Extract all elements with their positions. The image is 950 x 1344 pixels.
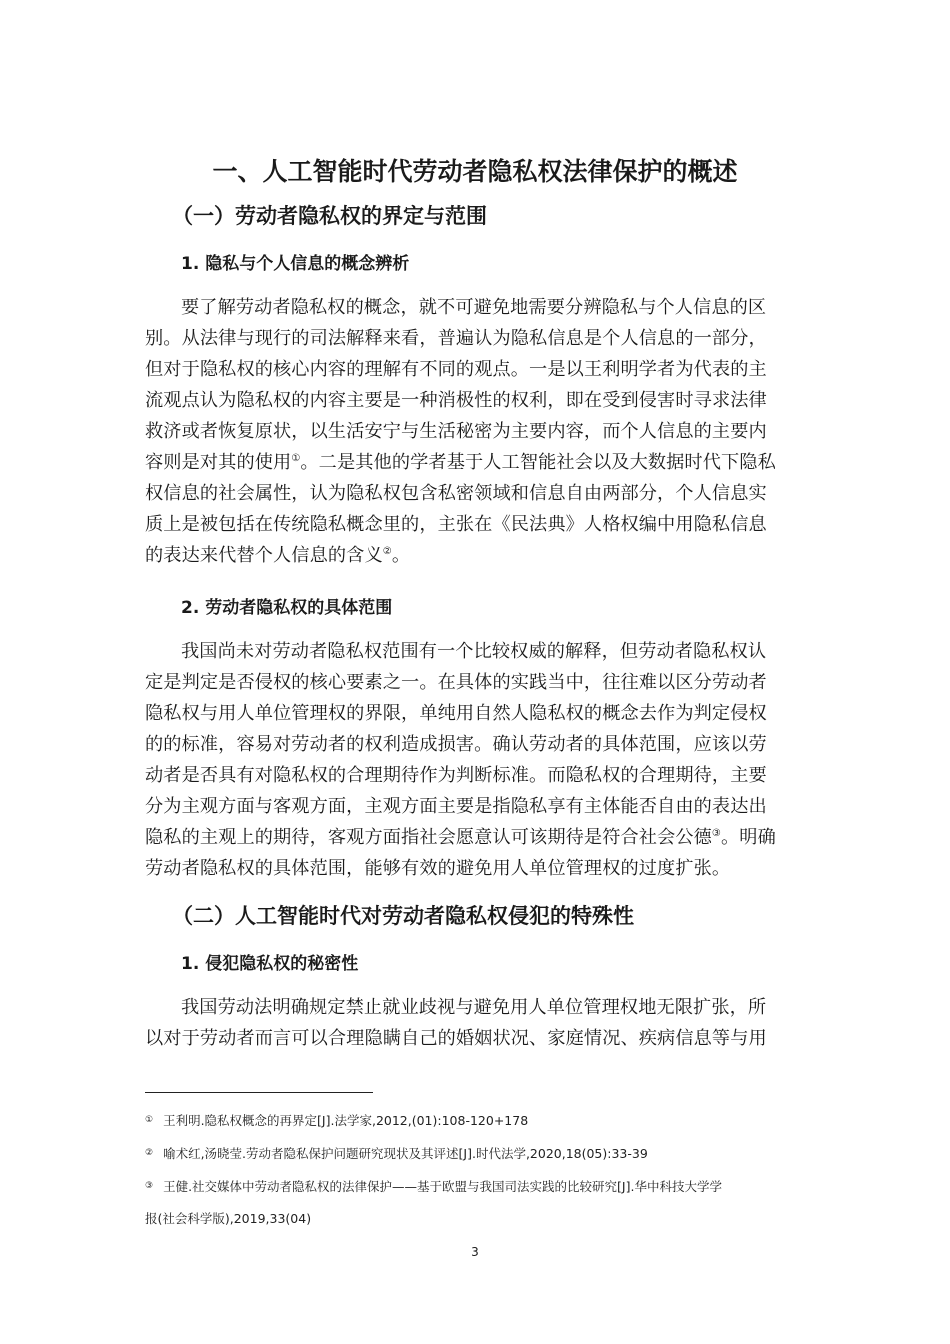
chapter-heading: 一、人工智能时代劳动者隐私权法律保护的概述 xyxy=(212,157,738,186)
section-heading-2: （二）人工智能时代对劳动者隐私权侵犯的特殊性 xyxy=(172,904,634,928)
footnote-mark: ② xyxy=(145,1148,154,1158)
paragraph-line: 以对于劳动者而言可以合理隐瞒自己的婚姻状况、家庭情况、疾病信息等与用 xyxy=(145,1028,767,1049)
paragraph-line: 质上是被包括在传统隐私概念里的，主张在《民法典》人格权编中用隐私信息 xyxy=(145,514,767,535)
paragraph-line: 别。从法律与现行的司法解释来看，普遍认为隐私信息是个人信息的一部分， xyxy=(145,328,767,349)
footnote-2: ② 喻术红,汤晓莹.劳动者隐私保护问题研究现状及其评述[J].时代法学,2020,18(05):33-39 xyxy=(145,1146,648,1161)
subsection-heading-1-2: 2. 劳动者隐私权的具体范围 xyxy=(181,598,393,618)
footnote-3-continued: 报(社会科学版),2019,33(04) xyxy=(145,1211,312,1226)
paragraph-line: 容则是对其的使用①。二是其他的学者基于人工智能社会以及大数据时代下隐私 xyxy=(145,452,776,473)
paragraph-line: 我国尚未对劳动者隐私权范围有一个比较权威的解释，但劳动者隐私权认 xyxy=(181,641,767,662)
footnote-ref-3[interactable]: ③ xyxy=(711,828,721,839)
paragraph-line: 的表达来代替个人信息的含义②。 xyxy=(145,545,411,566)
subsection-heading-1-1: 1. 隐私与个人信息的概念辨析 xyxy=(181,254,410,274)
subsection-heading-2-1: 1. 侵犯隐私权的秘密性 xyxy=(181,954,359,974)
paragraph-line: 要了解劳动者隐私权的概念，就不可避免地需要分辨隐私与个人信息的区 xyxy=(181,297,767,318)
section-heading-1: （一）劳动者隐私权的界定与范围 xyxy=(172,204,487,228)
footnote-mark: ① xyxy=(145,1115,154,1125)
paragraph-line: 救济或者恢复原状，以生活安宁与生活秘密为主要内容，而个人信息的主要内 xyxy=(145,421,767,442)
paragraph-line: 的的标准，容易对劳动者的权利造成损害。确认劳动者的具体范围，应该以劳 xyxy=(145,734,767,755)
paragraph-line: 隐私权与用人单位管理权的界限，单纯用自然人隐私权的概念去作为判定侵权 xyxy=(145,703,767,724)
footnote-mark: ③ xyxy=(145,1181,154,1191)
footnote-3: ③ 王健.社交媒体中劳动者隐私权的法律保护——基于欧盟与我国司法实践的比较研究[J].华中科技大学学 xyxy=(145,1179,722,1194)
paragraph-line: 隐私的主观上的期待，客观方面指社会愿意认可该期待是符合社会公德③。明确 xyxy=(145,827,776,848)
paragraph-line: 权信息的社会属性，认为隐私权包含私密领域和信息自由两部分，个人信息实 xyxy=(145,483,767,504)
paragraph-line: 分为主观方面与客观方面，主观方面主要是指隐私享有主体能否自由的表达出 xyxy=(145,796,767,817)
paragraph-line: 劳动者隐私权的具体范围，能够有效的避免用人单位管理权的过度扩张。 xyxy=(145,858,731,879)
paragraph-line: 动者是否具有对隐私权的合理期待作为判断标准。而隐私权的合理期待，主要 xyxy=(145,765,767,786)
footnote-ref-1[interactable]: ① xyxy=(291,453,301,464)
page-number: 3 xyxy=(471,1245,479,1259)
paragraph-line: 定是判定是否侵权的核心要素之一。在具体的实践当中，往往难以区分劳动者 xyxy=(145,672,767,693)
footnote-1: ① 王利明.隐私权概念的再界定[J].法学家,2012,(01):108-120+178 xyxy=(145,1113,529,1128)
footnote-ref-2[interactable]: ② xyxy=(382,546,392,557)
paragraph-line: 流观点认为隐私权的内容主要是一种消极性的权利，即在受到侵害时寻求法律 xyxy=(145,390,767,411)
paragraph-line: 我国劳动法明确规定禁止就业歧视与避免用人单位管理权地无限扩张，所 xyxy=(181,997,767,1018)
paragraph-line: 但对于隐私权的核心内容的理解有不同的观点。一是以王利明学者为代表的主 xyxy=(145,359,767,380)
footnote-separator xyxy=(145,1092,373,1093)
